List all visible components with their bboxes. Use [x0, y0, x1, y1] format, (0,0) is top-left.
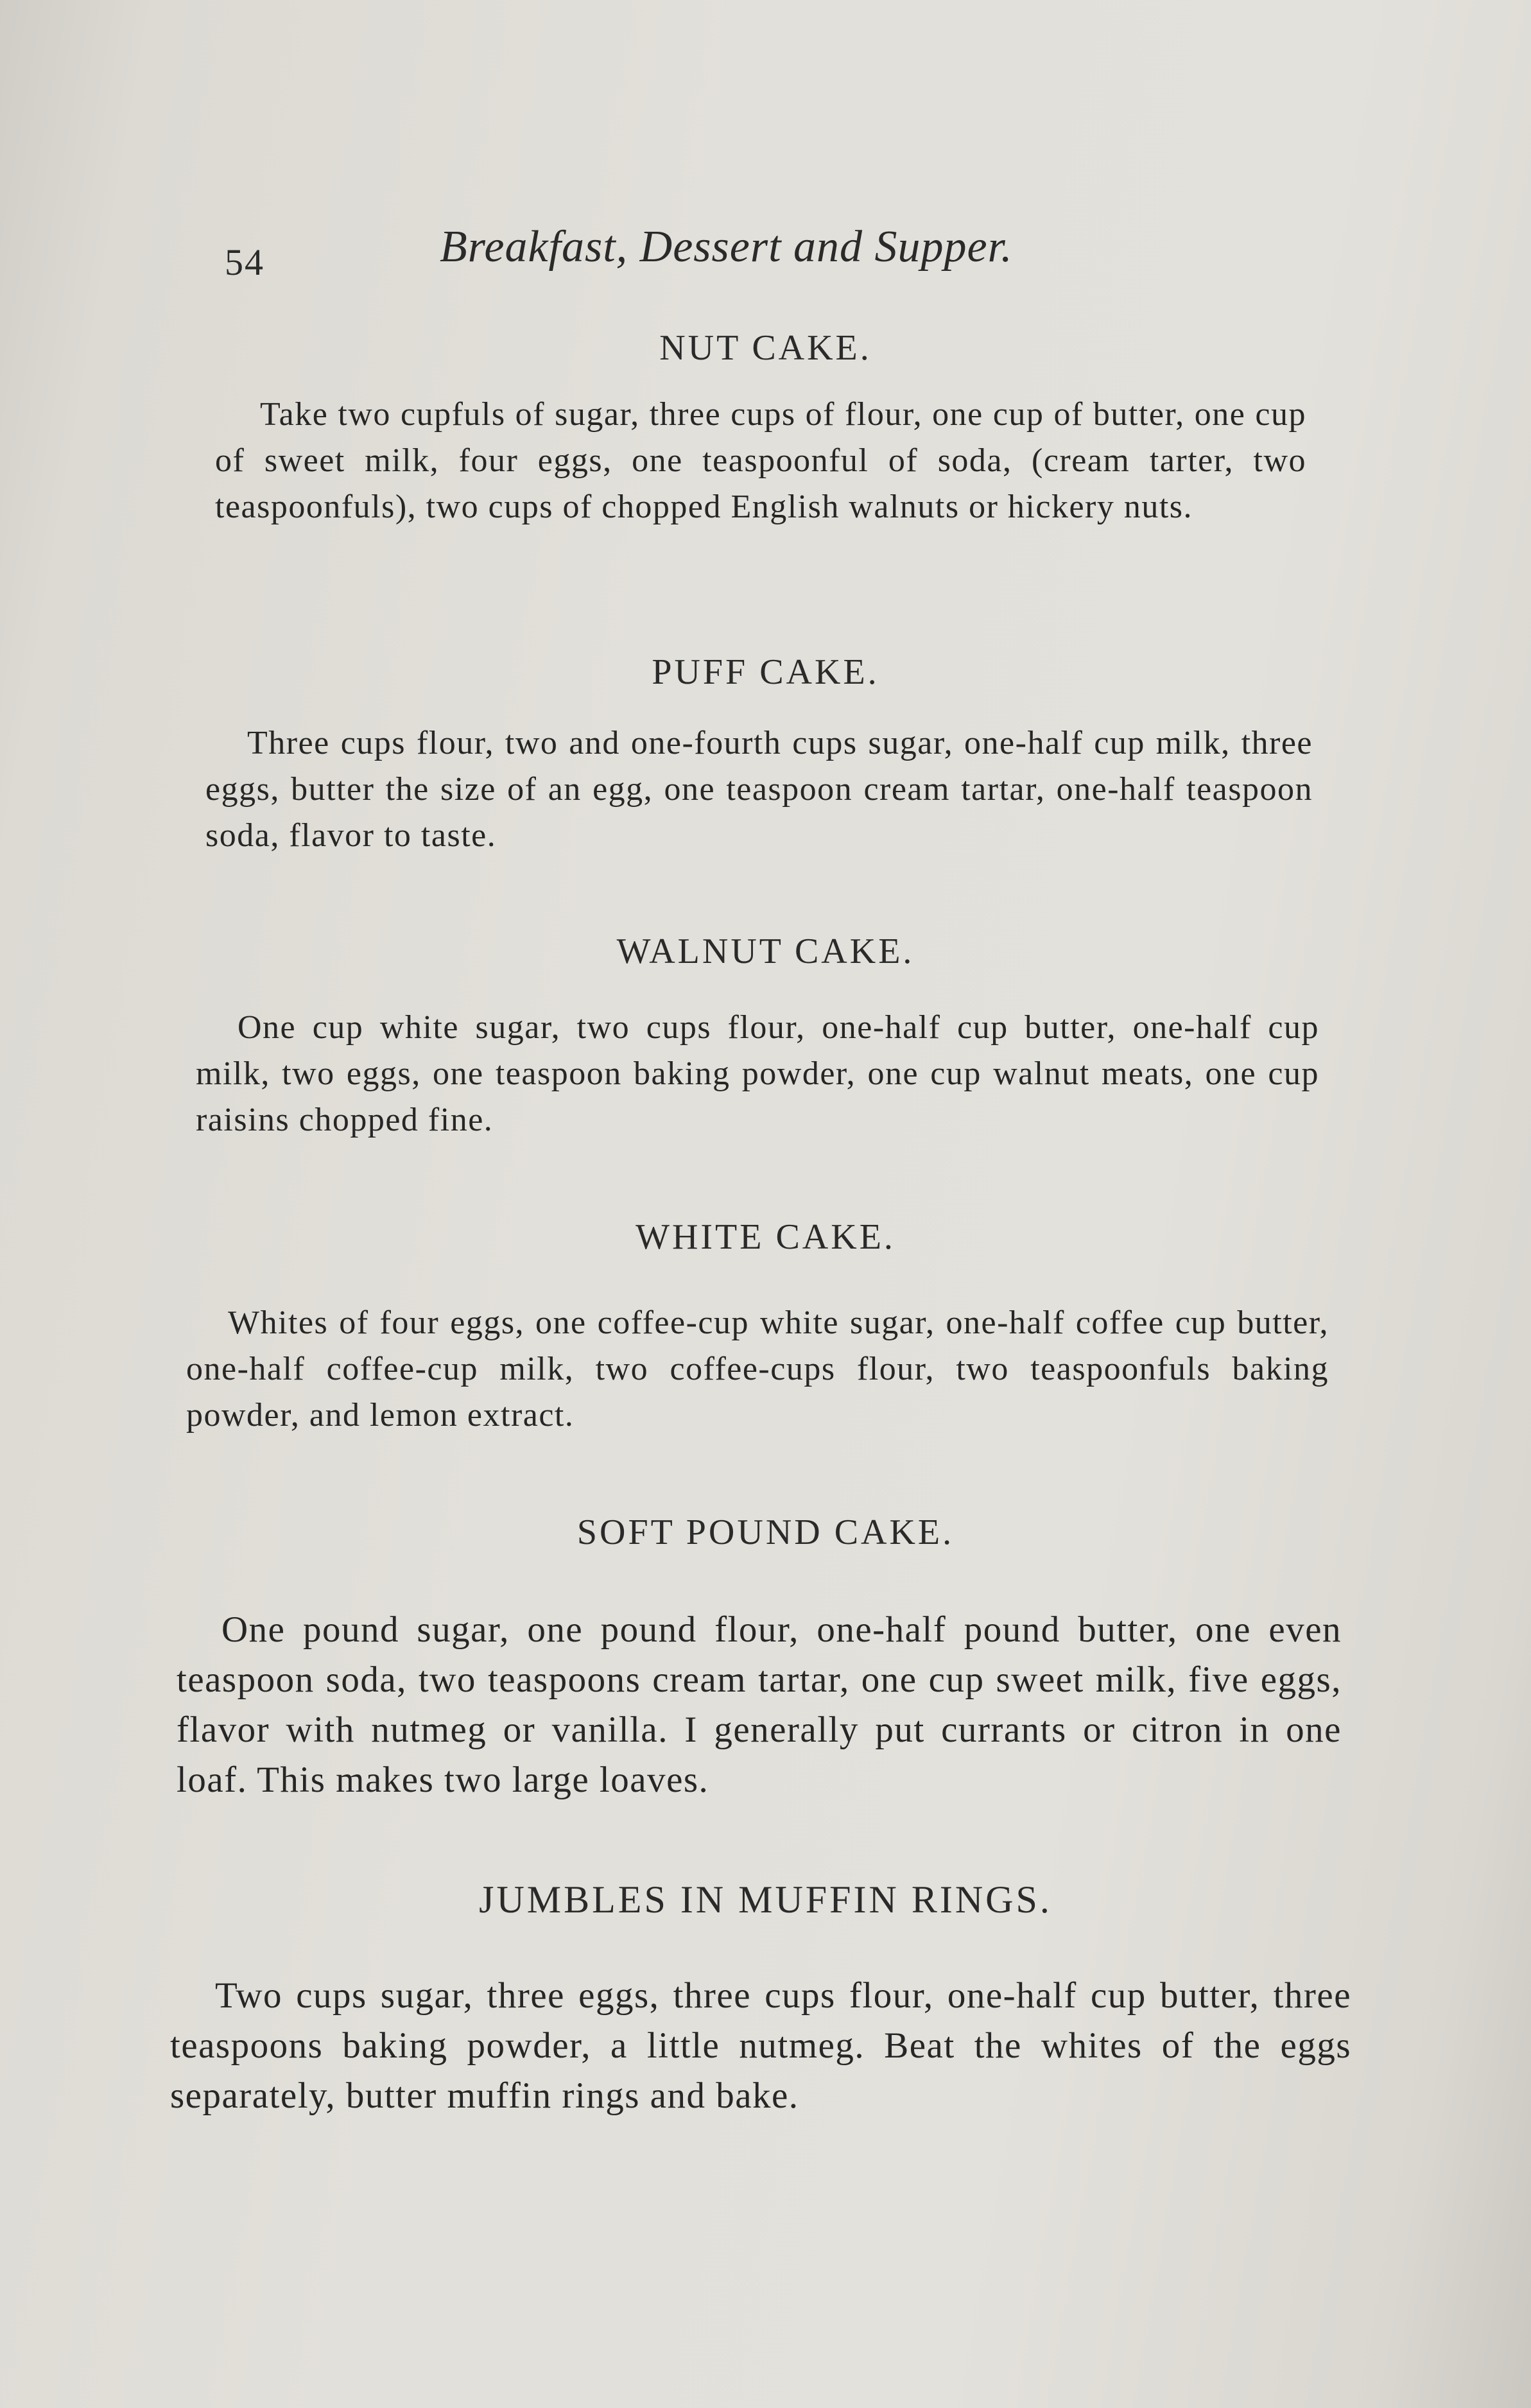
recipe-puff-cake — [0, 652, 1531, 693]
page-number: 54 — [225, 241, 264, 283]
recipe-title: WHITE CAKE. — [636, 1217, 895, 1257]
recipe-body: Three cups flour, two and one-fourth cups sugar, one-half cup milk, three eggs, butter the size of an egg, one teaspoon cream tartar, one-half teaspoon soda, flavor to taste. — [205, 725, 1313, 854]
recipe-title: WALNUT CAKE. — [616, 931, 915, 971]
recipe-body: One pound sugar, one pound flour, one-half pound butter, one even teaspoon soda, two teaspoons cream tartar, one cup sweet milk, five eggs, flavor with nutmeg or vanilla. I generally put currants or citron in one loaf. This makes two large loaves. — [177, 1609, 1342, 1800]
recipe-soft-pound-cake — [0, 1512, 1531, 1553]
recipe-title: NUT CAKE. — [659, 328, 872, 368]
recipe-nut-cake — [0, 327, 1531, 368]
recipe-body: One cup white sugar, two cups flour, one-half cup butter, one-half cup milk, two eggs, one teaspoon baking powder, one cup walnut meats, one cup raisins chopped fine. — [196, 1009, 1319, 1138]
recipe-body: Two cups sugar, three eggs, three cups flour, one-half cup butter, three teaspoons baking powder, a little nutmeg. Beat the whites of the eggs separately, butter muffin rings and bake. — [170, 1975, 1351, 2116]
running-title: Breakfast, Dessert and Supper. — [440, 222, 1013, 272]
recipe-white-cake — [0, 1217, 1531, 1258]
recipe-body: Take two cupfuls of sugar, three cups of flour, one cup of butter, one cup of sweet milk, four eggs, one teaspoonful of soda, (cream tarter, two teaspoonfuls), two cups of chopped English walnuts or hickery nuts. — [215, 396, 1306, 525]
recipe-body: Whites of four eggs, one coffee-cup white sugar, one-half coffee cup butter, one-half coffee-cup milk, two coffee-cups flour, two teaspoonfuls baking powder, and lemon extract. — [186, 1304, 1329, 1434]
page-header — [225, 221, 1380, 292]
recipe-title: PUFF CAKE. — [652, 652, 879, 692]
recipe-title: JUMBLES IN MUFFIN RINGS. — [479, 1878, 1052, 1921]
recipe-jumbles — [0, 1878, 1531, 1922]
recipe-title: SOFT POUND CAKE. — [576, 1512, 955, 1552]
recipe-walnut-cake — [0, 931, 1531, 972]
